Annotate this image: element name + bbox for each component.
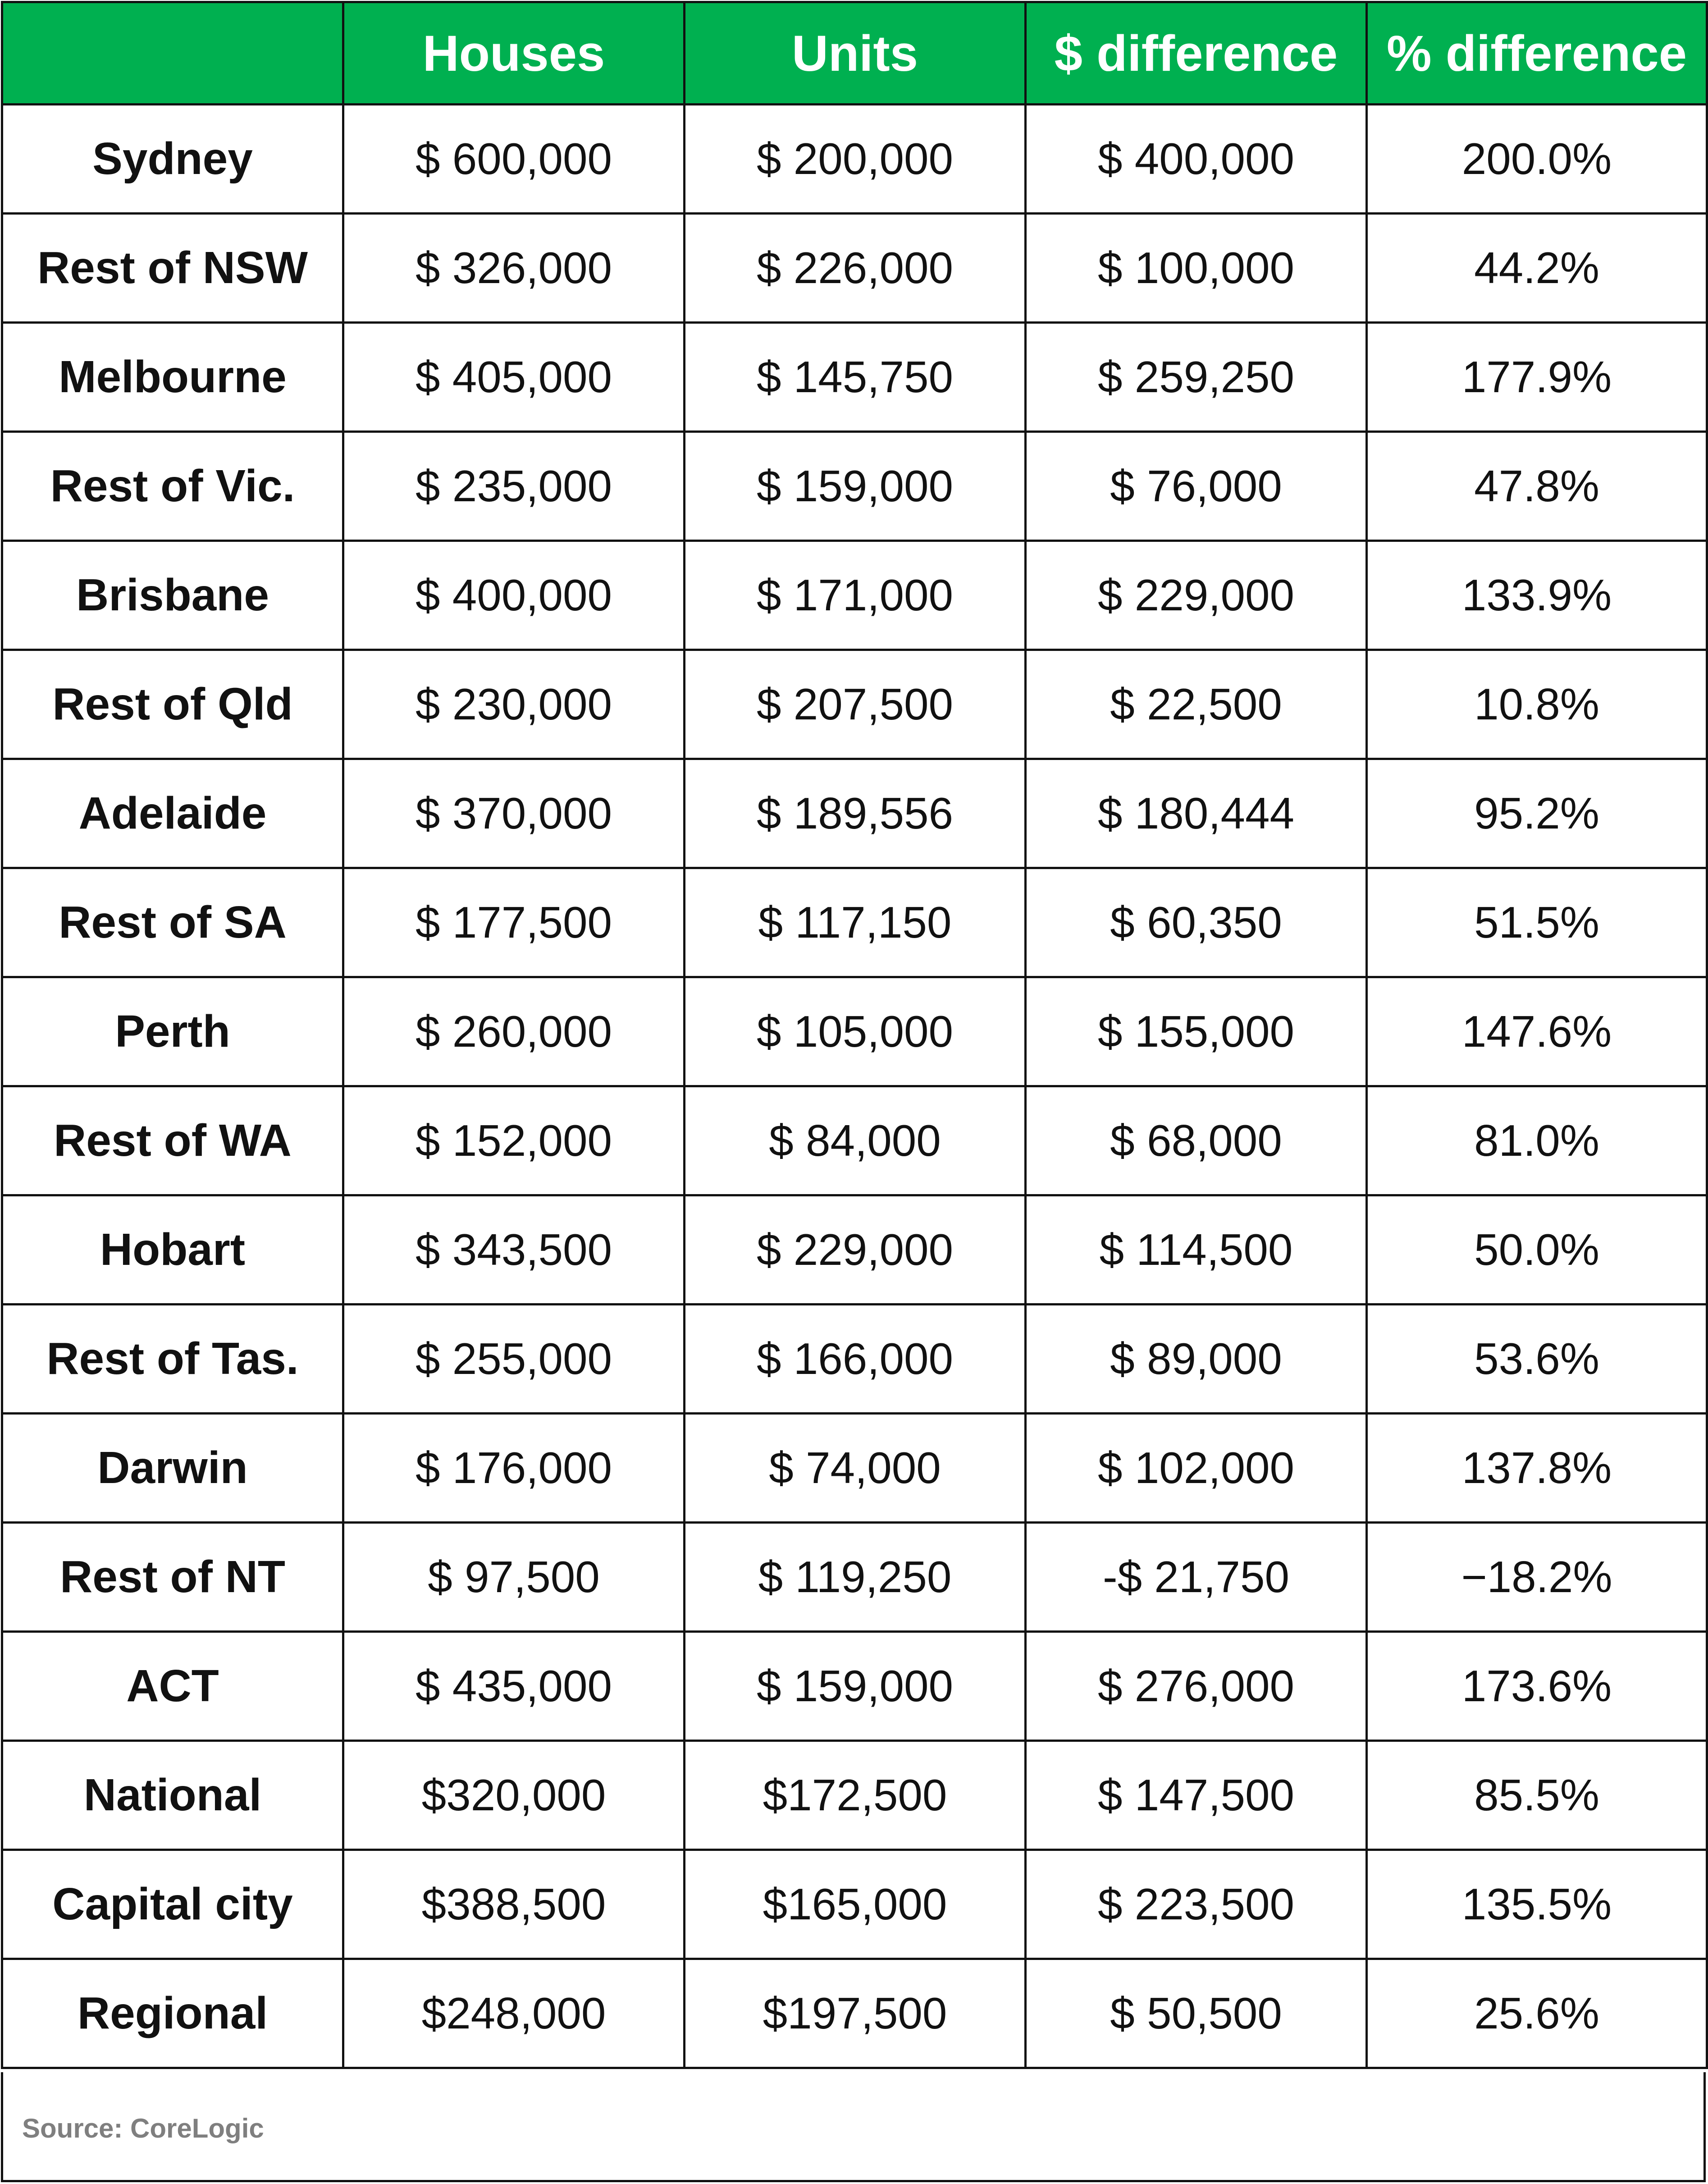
cell-region: National — [2, 1741, 343, 1850]
cell-dollar-difference: $ 229,000 — [1026, 541, 1367, 650]
cell-dollar-difference: $ 100,000 — [1026, 214, 1367, 323]
cell-percent-difference: 137.8% — [1367, 1414, 1707, 1523]
cell-percent-difference: 81.0% — [1367, 1086, 1707, 1195]
cell-dollar-difference: $ 114,500 — [1026, 1195, 1367, 1305]
cell-region: ACT — [2, 1632, 343, 1741]
table-body — [2, 105, 1707, 2068]
cell-houses: $ 400,000 — [343, 541, 685, 650]
cell-units: $ 105,000 — [685, 977, 1026, 1086]
cell-region: Rest of Vic. — [2, 432, 343, 541]
cell-units: $ 74,000 — [685, 1414, 1026, 1523]
cell-units: $172,500 — [685, 1741, 1026, 1850]
cell-percent-difference: 51.5% — [1367, 868, 1707, 977]
cell-percent-difference: 147.6% — [1367, 977, 1707, 1086]
cell-units: $ 145,750 — [685, 323, 1026, 432]
table-row — [2, 541, 1707, 650]
cell-houses: $320,000 — [343, 1741, 685, 1850]
cell-houses: $248,000 — [343, 1959, 685, 2068]
cell-houses: $ 260,000 — [343, 977, 685, 1086]
cell-houses: $ 370,000 — [343, 759, 685, 868]
table-row — [2, 1195, 1707, 1305]
cell-units: $197,500 — [685, 1959, 1026, 2068]
cell-houses: $ 230,000 — [343, 650, 685, 759]
cell-units: $165,000 — [685, 1850, 1026, 1959]
header-houses: Houses — [343, 2, 685, 105]
cell-units: $ 117,150 — [685, 868, 1026, 977]
cell-houses: $ 97,500 — [343, 1523, 685, 1632]
cell-houses: $ 255,000 — [343, 1305, 685, 1414]
cell-percent-difference: 133.9% — [1367, 541, 1707, 650]
cell-dollar-difference: $ 180,444 — [1026, 759, 1367, 868]
table-row — [2, 1086, 1707, 1195]
cell-region: Rest of Qld — [2, 650, 343, 759]
table-row — [2, 650, 1707, 759]
cell-percent-difference: 44.2% — [1367, 214, 1707, 323]
cell-units: $ 84,000 — [685, 1086, 1026, 1195]
cell-houses: $ 343,500 — [343, 1195, 685, 1305]
cell-dollar-difference: $ 259,250 — [1026, 323, 1367, 432]
table-row — [2, 1632, 1707, 1741]
cell-region: Rest of SA — [2, 868, 343, 977]
cell-units: $ 171,000 — [685, 541, 1026, 650]
source-note: Source: CoreLogic — [22, 2113, 264, 2143]
cell-percent-difference: 53.6% — [1367, 1305, 1707, 1414]
cell-percent-difference: −18.2% — [1367, 1523, 1707, 1632]
cell-region: Rest of NT — [2, 1523, 343, 1632]
cell-units: $ 189,556 — [685, 759, 1026, 868]
price-comparison-table — [1, 1, 1708, 2069]
table-row — [2, 759, 1707, 868]
cell-units: $ 207,500 — [685, 650, 1026, 759]
cell-region: Darwin — [2, 1414, 343, 1523]
table-row — [2, 977, 1707, 1086]
table-row — [2, 323, 1707, 432]
cell-dollar-difference: $ 147,500 — [1026, 1741, 1367, 1850]
table-row — [2, 1414, 1707, 1523]
cell-region: Capital city — [2, 1850, 343, 1959]
cell-houses: $ 600,000 — [343, 105, 685, 214]
table-row — [2, 105, 1707, 214]
cell-percent-difference: 10.8% — [1367, 650, 1707, 759]
cell-percent-difference: 177.9% — [1367, 323, 1707, 432]
table-row — [2, 1741, 1707, 1850]
cell-region: Perth — [2, 977, 343, 1086]
cell-percent-difference: 95.2% — [1367, 759, 1707, 868]
cell-region: Rest of NSW — [2, 214, 343, 323]
table-row — [2, 1850, 1707, 1959]
cell-region: Adelaide — [2, 759, 343, 868]
table-row — [2, 868, 1707, 977]
cell-dollar-difference: $ 102,000 — [1026, 1414, 1367, 1523]
cell-dollar-difference: $ 60,350 — [1026, 868, 1367, 977]
table-row — [2, 1959, 1707, 2068]
cell-percent-difference: 85.5% — [1367, 1741, 1707, 1850]
header-units: Units — [685, 2, 1026, 105]
cell-houses: $ 152,000 — [343, 1086, 685, 1195]
cell-dollar-difference: $ 89,000 — [1026, 1305, 1367, 1414]
table-row — [2, 1523, 1707, 1632]
cell-region: Sydney — [2, 105, 343, 214]
cell-houses: $ 405,000 — [343, 323, 685, 432]
cell-dollar-difference: $ 68,000 — [1026, 1086, 1367, 1195]
cell-region: Hobart — [2, 1195, 343, 1305]
cell-houses: $ 235,000 — [343, 432, 685, 541]
cell-houses: $ 435,000 — [343, 1632, 685, 1741]
table-row — [2, 1305, 1707, 1414]
cell-percent-difference: 173.6% — [1367, 1632, 1707, 1741]
header-region — [2, 2, 343, 105]
header-row — [2, 2, 1707, 105]
cell-percent-difference: 135.5% — [1367, 1850, 1707, 1959]
cell-dollar-difference: $ 76,000 — [1026, 432, 1367, 541]
table-row — [2, 214, 1707, 323]
cell-region: Regional — [2, 1959, 343, 2068]
cell-dollar-difference: $ 223,500 — [1026, 1850, 1367, 1959]
header-dollar-difference: $ difference — [1026, 2, 1367, 105]
cell-region: Brisbane — [2, 541, 343, 650]
cell-units: $ 166,000 — [685, 1305, 1026, 1414]
cell-units: $ 159,000 — [685, 432, 1026, 541]
cell-percent-difference: 47.8% — [1367, 432, 1707, 541]
cell-percent-difference: 50.0% — [1367, 1195, 1707, 1305]
cell-dollar-difference: $ 22,500 — [1026, 650, 1367, 759]
cell-houses: $ 326,000 — [343, 214, 685, 323]
cell-percent-difference: 25.6% — [1367, 1959, 1707, 2068]
table-row — [2, 432, 1707, 541]
cell-units: $ 119,250 — [685, 1523, 1026, 1632]
cell-percent-difference: 200.0% — [1367, 105, 1707, 214]
cell-dollar-difference: $ 50,500 — [1026, 1959, 1367, 2068]
cell-region: Rest of WA — [2, 1086, 343, 1195]
cell-dollar-difference: $ 276,000 — [1026, 1632, 1367, 1741]
cell-units: $ 159,000 — [685, 1632, 1026, 1741]
cell-dollar-difference: -$ 21,750 — [1026, 1523, 1367, 1632]
cell-region: Rest of Tas. — [2, 1305, 343, 1414]
source-box — [1, 2072, 1706, 2182]
cell-region: Melbourne — [2, 323, 343, 432]
cell-houses: $ 176,000 — [343, 1414, 685, 1523]
cell-houses: $388,500 — [343, 1850, 685, 1959]
cell-dollar-difference: $ 155,000 — [1026, 977, 1367, 1086]
cell-units: $ 229,000 — [685, 1195, 1026, 1305]
cell-houses: $ 177,500 — [343, 868, 685, 977]
cell-units: $ 200,000 — [685, 105, 1026, 214]
cell-units: $ 226,000 — [685, 214, 1026, 323]
header-percent-difference: % difference — [1367, 2, 1707, 105]
cell-dollar-difference: $ 400,000 — [1026, 105, 1367, 214]
